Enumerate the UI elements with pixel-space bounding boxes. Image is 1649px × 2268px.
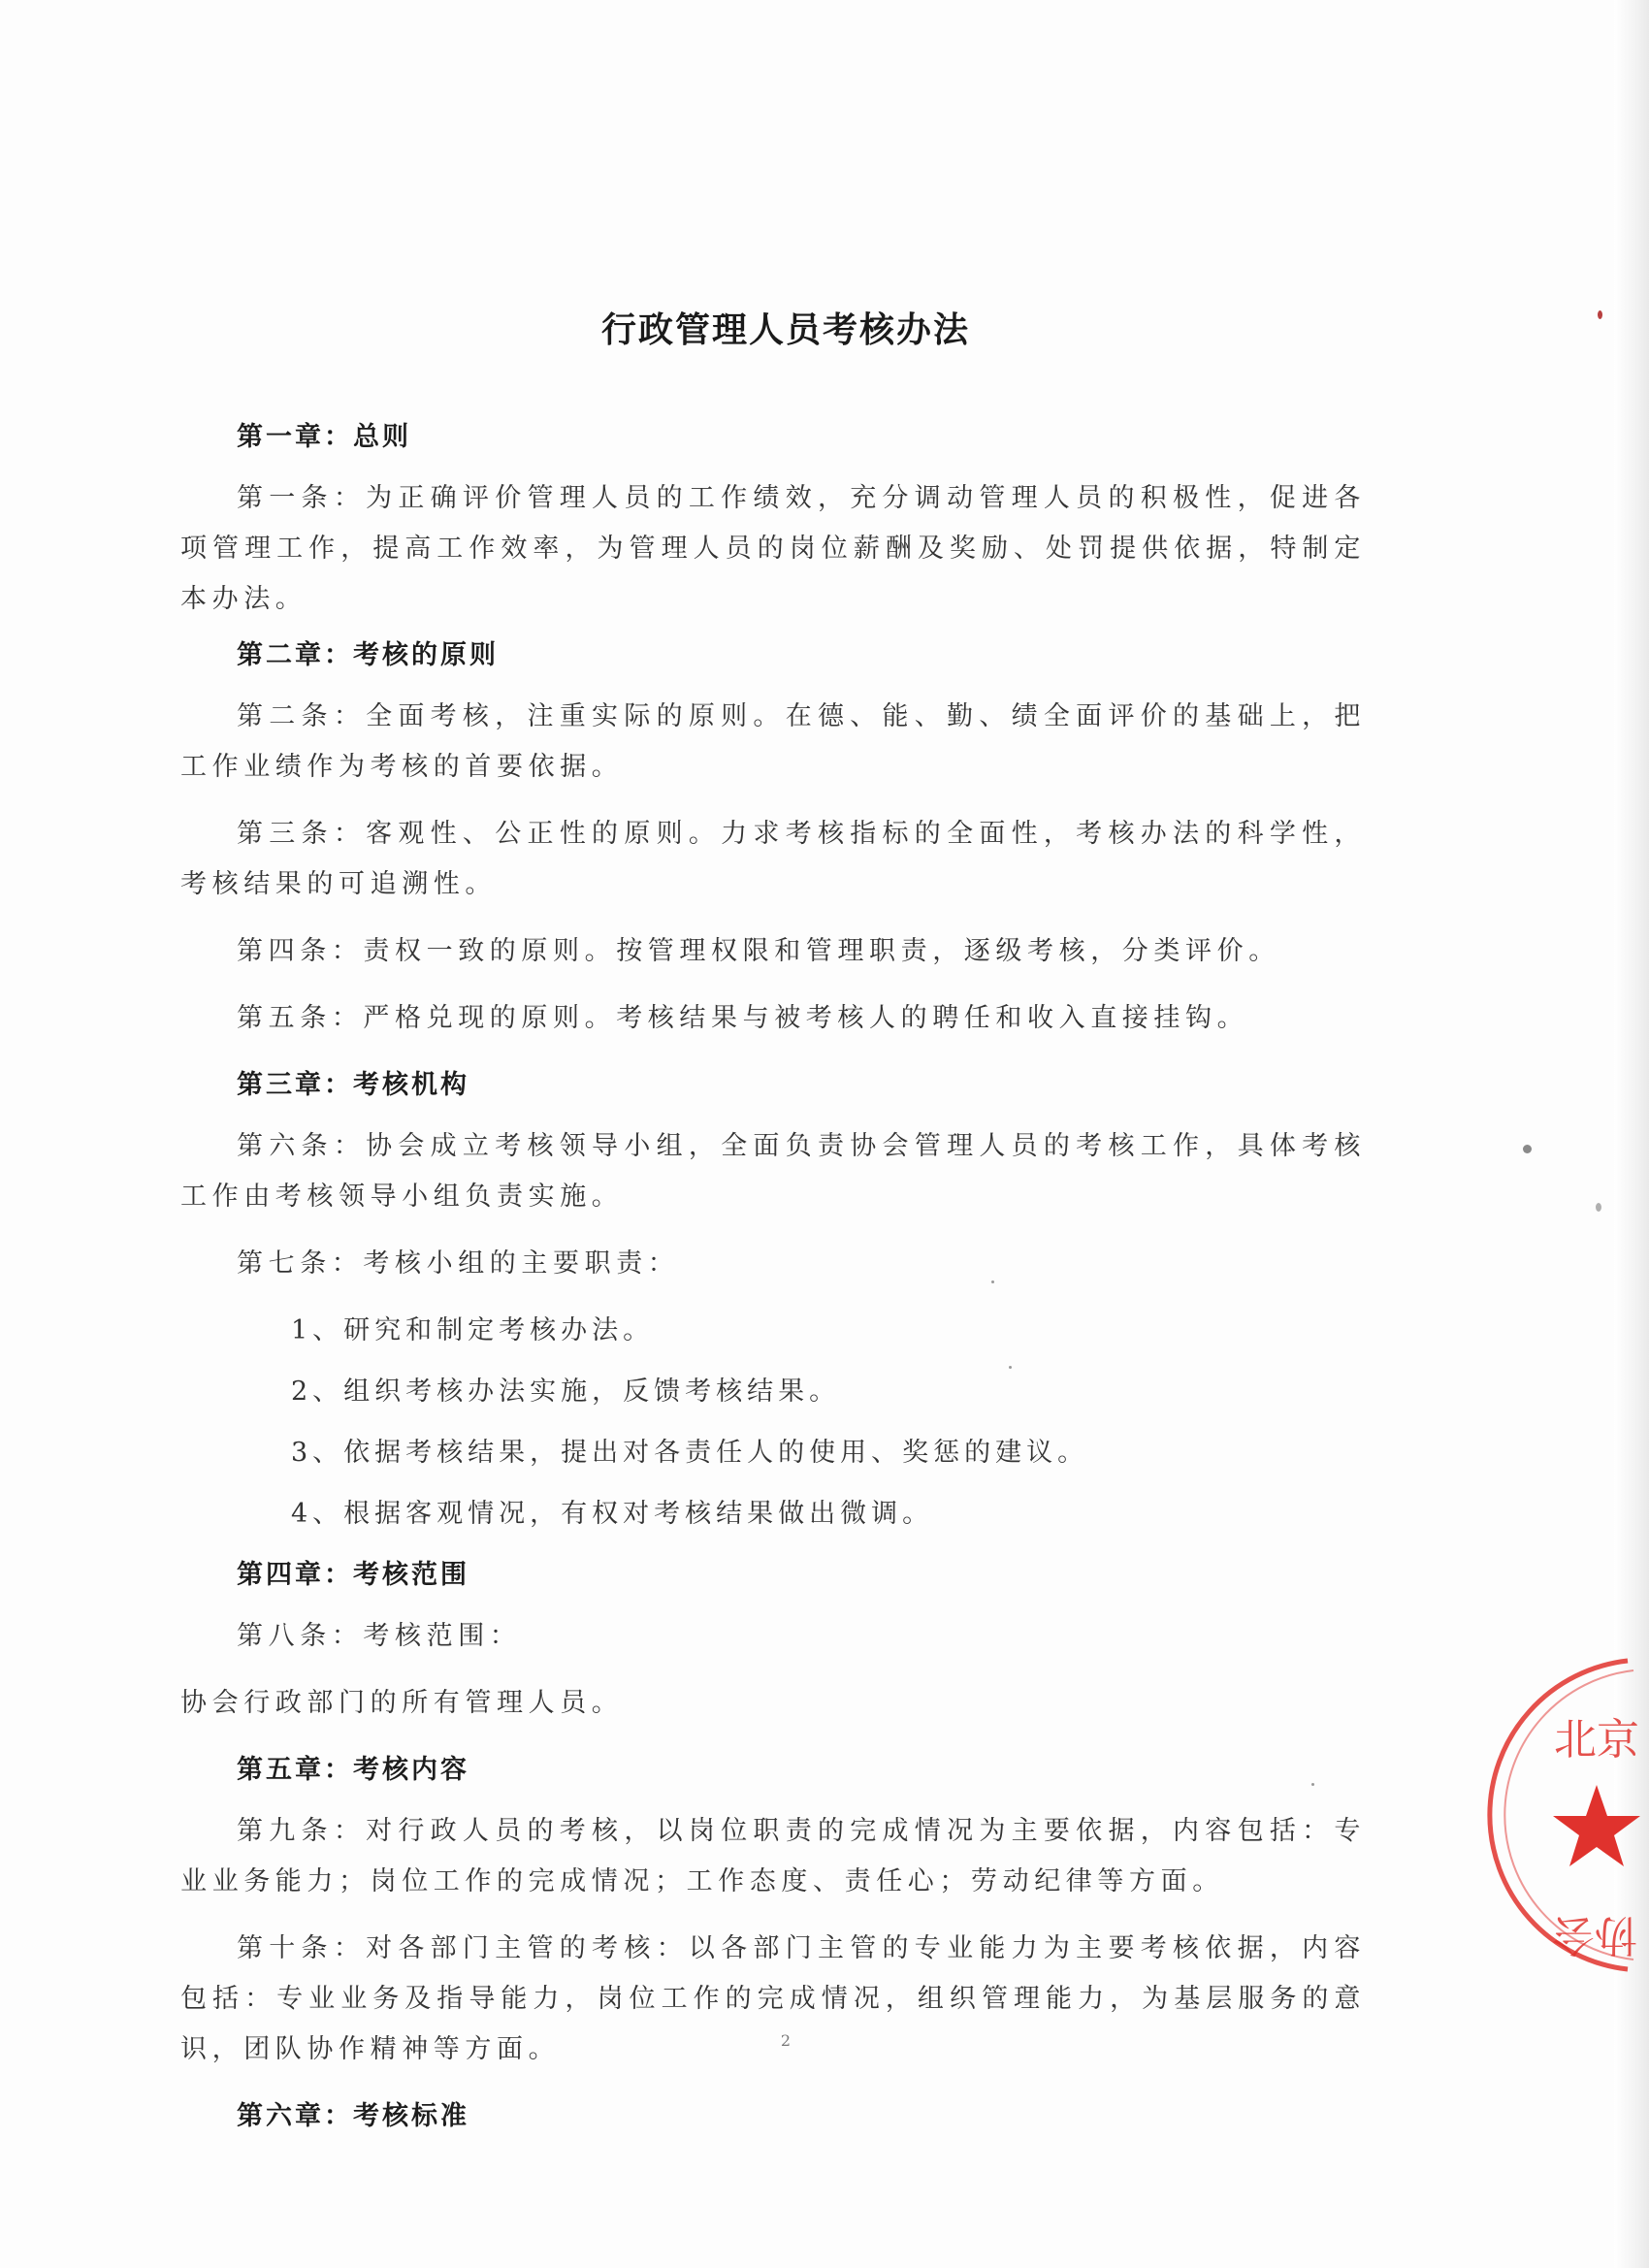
article-7-item-2: 2、组织考核办法实施，反馈考核结果。 xyxy=(291,1377,841,1407)
seal-stamp xyxy=(1482,1649,1649,1998)
article-7-item-1: 1、研究和制定考核办法。 xyxy=(291,1315,655,1345)
seal-text-top: 北京 xyxy=(1554,1715,1639,1765)
article-4: 第四条：责权一致的原则。按管理权限和管理职责，逐级考核，分类评价。 xyxy=(237,936,1280,966)
article-6: 第六条：协会成立考核领导小组，全面负责协会管理人员的考核工作，具体考核工作由考核领导小组负责实施。 xyxy=(180,1131,1366,1212)
article-7: 第七条：考核小组的主要职责： xyxy=(237,1248,680,1279)
scan-speck xyxy=(1311,1783,1314,1786)
chapter-4-heading: 第四章：考核范围 xyxy=(237,1560,469,1590)
chapter-1-heading: 第一章：总则 xyxy=(237,422,411,452)
article-1: 第一条：为正确评价管理人员的工作绩效，充分调动管理人员的积极性，促进各项管理工作，提高工作效率，为管理人员的岗位薪酬及奖励、处罚提供依据，特制定本办法。 xyxy=(180,483,1366,614)
seal-star-icon xyxy=(1553,1785,1640,1866)
article-8-body: 协会行政部门的所有管理人员。 xyxy=(180,1688,624,1718)
document-body xyxy=(180,412,1366,2142)
article-5: 第五条：严格兑现的原则。考核结果与被考核人的聘任和收入直接挂钩。 xyxy=(237,1003,1249,1033)
article-7-item-4: 4、根据客观情况，有权对考核结果做出微调。 xyxy=(291,1499,934,1529)
seal-text-bottom: 协会 xyxy=(1552,1910,1637,1960)
chapter-5-heading: 第五章：考核内容 xyxy=(237,1755,469,1785)
document-title: 行政管理人员考核办法 xyxy=(600,309,970,350)
page-number: 2 xyxy=(780,2031,792,2050)
chapter-2-heading: 第二章：考核的原则 xyxy=(237,640,499,670)
article-3: 第三条：客观性、公正性的原则。力求考核指标的全面性，考核办法的科学性，考核结果的可追溯性。 xyxy=(180,819,1366,899)
chapter-3-heading: 第三章：考核机构 xyxy=(237,1070,469,1100)
article-10: 第十条：对各部门主管的考核：以各部门主管的专业能力为主要考核依据，内容包括：专业业务及指导能力，岗位工作的完成情况，组织管理能力，为基层服务的意识，团队协作精神等方面。 xyxy=(180,1933,1366,2064)
article-7-item-3: 3、依据考核结果，提出对各责任人的使用、奖惩的建议。 xyxy=(291,1438,1089,1468)
article-9: 第九条：对行政人员的考核，以岗位职责的完成情况为主要依据，内容包括：专业业务能力；岗位工作的完成情况；工作态度、责任心；劳动纪律等方面。 xyxy=(180,1816,1366,1896)
scan-speck xyxy=(1598,310,1602,319)
chapter-6-heading: 第六章：考核标准 xyxy=(237,2101,469,2131)
scan-speck xyxy=(1009,1366,1012,1369)
article-2: 第二条：全面考核，注重实际的原则。在德、能、勤、绩全面评价的基础上，把工作业绩作为考核的首要依据。 xyxy=(180,701,1366,782)
scan-speck xyxy=(1596,1203,1601,1212)
scan-speck xyxy=(991,1280,994,1283)
article-8: 第八条：考核范围： xyxy=(237,1621,522,1651)
scan-speck xyxy=(1523,1145,1532,1153)
